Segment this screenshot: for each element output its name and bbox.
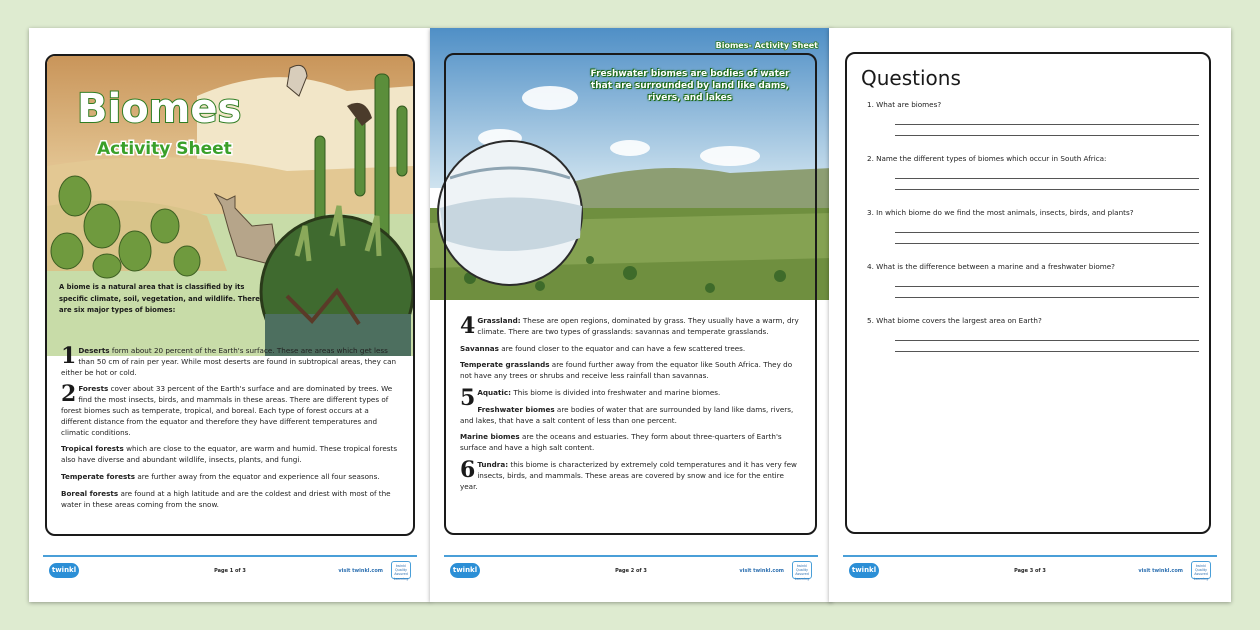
question-4: 4. What is the difference between a marine and a freshwater biome?: [867, 262, 1207, 316]
questions-list: [867, 100, 1207, 370]
twinkl-logo[interactable]: twinkl: [450, 563, 480, 578]
question-2: 2. Name the different types of biomes which occur in South Africa:: [867, 154, 1207, 208]
savannas: Savannas are found closer to the equator and can have a few scattered trees.: [460, 343, 746, 353]
answer-line[interactable]: [895, 125, 1199, 136]
freshwater-biomes: Freshwater biomes are bodies of water that are surrounded by land like dams, rivers, and lakes, that have a salt content of less than one percent.: [460, 404, 794, 425]
temperate-forests: Temperate forests are further away from the equator and experience all four seasons.: [61, 471, 380, 481]
quality-badge-icon: twinkl Quality Assured Learning: [1191, 561, 1211, 579]
page-number: Page 2 of 3: [615, 568, 647, 574]
twinkl-logo[interactable]: twinkl: [849, 563, 879, 578]
answer-line[interactable]: [895, 233, 1199, 244]
footer-line: [444, 555, 818, 557]
site-link[interactable]: visit twinkl.com: [1138, 568, 1183, 574]
questions-title: Questions: [861, 66, 961, 90]
page-1: [29, 28, 431, 602]
page-2-header: Biomes- Activity Sheet: [715, 41, 818, 50]
biomes-title: Biomes: [77, 86, 242, 132]
activity-sheet-subtitle: Activity Sheet: [97, 139, 232, 159]
boreal-forests: Boreal forests are found at a high latitude and are the coldest and driest with most of the water in these areas coming from the snow.: [61, 488, 391, 509]
page-3-frame: [845, 52, 1211, 534]
answer-line[interactable]: [895, 276, 1199, 287]
question-3: 3. In which biome do we find the most animals, insects, birds, and plants?: [867, 208, 1207, 262]
page-number: Page 1 of 3: [214, 568, 246, 574]
answer-line[interactable]: [895, 114, 1199, 125]
marine-biomes: Marine biomes are the oceans and estuaries. They form about three-quarters of Earth's surface and have a high salt content.: [460, 432, 782, 453]
answer-line[interactable]: [895, 168, 1199, 179]
answer-line[interactable]: [895, 330, 1199, 341]
page-1-content: [61, 343, 401, 516]
twinkl-logo[interactable]: twinkl: [49, 563, 79, 578]
answer-line[interactable]: [895, 179, 1199, 190]
section-aquatic: 5 Aquatic: This biome is divided into freshwater and marine biomes.: [460, 384, 721, 411]
answer-line[interactable]: [895, 222, 1199, 233]
question-5: 5. What biome covers the largest area on Earth?: [867, 316, 1207, 370]
page-number: Page 3 of 3: [1014, 568, 1046, 574]
page-2: [430, 28, 832, 602]
footer-line: [43, 555, 417, 557]
site-link[interactable]: visit twinkl.com: [739, 568, 784, 574]
answer-line[interactable]: [895, 287, 1199, 298]
page-2-content: [460, 313, 800, 498]
site-link[interactable]: visit twinkl.com: [338, 568, 383, 574]
page-1-frame: [45, 54, 415, 536]
quality-badge-icon: twinkl Quality Assured Learning: [391, 561, 411, 579]
tropical-forests: Tropical forests which are close to the equator, are warm and humid. These tropical forests also have diverse and abundant wildlife, insects, plants, and fungi.: [61, 444, 398, 465]
section-grassland: 4 Grassland: These are open regions, dominated by grass. They usually have a warm, dry climate. There are two types of grasslands: savannas and temperate grasslands.: [460, 313, 799, 339]
section-forests: 2 Forests cover about 33 percent of the Earth's surface and are dominated by trees. We find the most insects, birds, and mammals in these areas. There are different types of forest biomes such as temperate, tropical, and boreal. Each type of forest occurs at a different distance from the equator and therefore they have different temperatures and climatic conditions.: [61, 381, 393, 437]
section-tundra: 6 Tundra: this biome is characterized by extremely cold temperatures and it has very few insects, birds, and mammals. These areas are covered by snow and ice for the entire year.: [460, 456, 797, 491]
page-3: [829, 28, 1231, 602]
section-deserts: 1 Deserts form about 20 percent of the Earth's surface. These are areas which get less than 50 cm of rain per year. While most deserts are found in subtropical areas, they can either be hot or cold.: [61, 343, 397, 377]
temperate-grasslands: Temperate grasslands are found further away from the equator like South Africa. They do not have any trees or shrubs and receive less rainfall than savannas.: [460, 360, 793, 381]
freshwater-caption: Freshwater biomes are bodies of water that are surrounded by land like dams, rivers, and lakes: [590, 69, 790, 103]
biome-intro: A biome is a natural area that is classified by its specific climate, soil, vegetation, and wildlife. There are six major types of biomes:: [59, 283, 260, 314]
footer-line: [843, 555, 1217, 557]
question-1: 1. What are biomes?: [867, 100, 1207, 154]
quality-badge-icon: twinkl Quality Assured Learning: [792, 561, 812, 579]
answer-line[interactable]: [895, 341, 1199, 352]
